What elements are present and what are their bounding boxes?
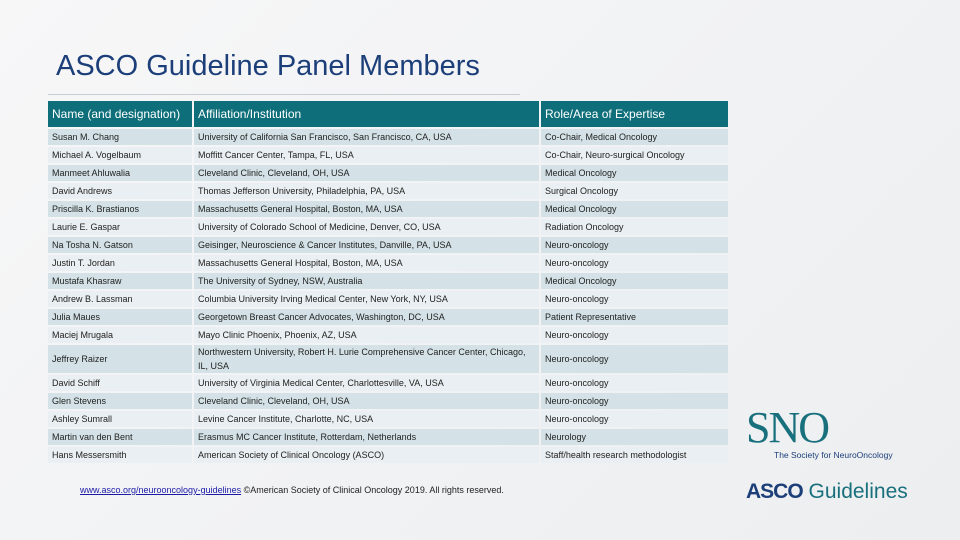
table-row: [48, 183, 728, 199]
table-row: [48, 291, 728, 307]
member-role: Medical Oncology: [541, 201, 728, 217]
page-title: ASCO Guideline Panel Members: [56, 50, 480, 82]
table-row: [48, 219, 728, 235]
member-affiliation: Moffitt Cancer Center, Tampa, FL, USA: [194, 147, 539, 163]
member-name: David Schiff: [48, 375, 192, 391]
member-affiliation: Levine Cancer Institute, Charlotte, NC, USA: [194, 411, 539, 427]
member-role: Medical Oncology: [541, 165, 728, 181]
guidelines-link[interactable]: www.asco.org/neurooncology-guidelines: [80, 485, 242, 495]
table-row: [48, 429, 728, 445]
member-affiliation: University of Virginia Medical Center, Charlottesville, VA, USA: [194, 375, 539, 391]
table-row: [48, 165, 728, 181]
table-row: [48, 447, 728, 463]
member-affiliation: Mayo Clinic Phoenix, Phoenix, AZ, USA: [194, 327, 539, 343]
table-row: [48, 309, 728, 325]
member-role: Co-Chair, Neuro-surgical Oncology: [541, 147, 728, 163]
member-name: Susan M. Chang: [48, 129, 192, 145]
member-affiliation: Massachusetts General Hospital, Boston, MA, USA: [194, 255, 539, 271]
member-role: Patient Representative: [541, 309, 728, 325]
member-name: Laurie E. Gaspar: [48, 219, 192, 235]
member-role: Neuro-oncology: [541, 345, 728, 373]
member-affiliation: The University of Sydney, NSW, Australia: [194, 273, 539, 289]
header-role: Role/Area of Expertise: [541, 101, 728, 127]
member-affiliation: Cleveland Clinic, Cleveland, OH, USA: [194, 393, 539, 409]
asco-guidelines-logo: [746, 480, 908, 504]
table-row: [48, 345, 728, 373]
member-affiliation: University of Colorado School of Medicine, Denver, CO, USA: [194, 219, 539, 235]
member-name: David Andrews: [48, 183, 192, 199]
guidelines-word: Guidelines: [802, 480, 908, 503]
member-affiliation: Columbia University Irving Medical Center, New York, NY, USA: [194, 291, 539, 307]
member-name: Ashley Sumrall: [48, 411, 192, 427]
member-role: Neuro-oncology: [541, 411, 728, 427]
member-affiliation: Massachusetts General Hospital, Boston, MA, USA: [194, 201, 539, 217]
footer: [80, 485, 504, 495]
table-row: [48, 411, 728, 427]
member-role: Surgical Oncology: [541, 183, 728, 199]
table-row: [48, 129, 728, 145]
member-affiliation: Geisinger, Neuroscience & Cancer Institutes, Danville, PA, USA: [194, 237, 539, 253]
table-row: [48, 147, 728, 163]
member-name: Glen Stevens: [48, 393, 192, 409]
member-name: Andrew B. Lassman: [48, 291, 192, 307]
member-role: Neuro-oncology: [541, 393, 728, 409]
member-name: Maciej Mrugala: [48, 327, 192, 343]
member-name: Julia Maues: [48, 309, 192, 325]
member-name: Justin T. Jordan: [48, 255, 192, 271]
member-affiliation: Thomas Jefferson University, Philadelphia, PA, USA: [194, 183, 539, 199]
member-role: Neuro-oncology: [541, 237, 728, 253]
member-name: Martin van den Bent: [48, 429, 192, 445]
member-affiliation: American Society of Clinical Oncology (ASCO): [194, 447, 539, 463]
member-affiliation: Erasmus MC Cancer Institute, Rotterdam, Netherlands: [194, 429, 539, 445]
header-name: Name (and designation): [48, 101, 192, 127]
panel-members-table: [46, 99, 730, 465]
table-row: [48, 201, 728, 217]
header-affiliation: Affiliation/Institution: [194, 101, 539, 127]
table-row: [48, 393, 728, 409]
asco-mark: ASCO: [746, 480, 803, 503]
member-role: Neuro-oncology: [541, 291, 728, 307]
member-affiliation: Georgetown Breast Cancer Advocates, Washington, DC, USA: [194, 309, 539, 325]
member-role: Staff/health research methodologist: [541, 447, 728, 463]
title-divider: [48, 94, 520, 95]
member-affiliation: Northwestern University, Robert H. Lurie Comprehensive Cancer Center, Chicago, IL, USA: [194, 345, 539, 373]
member-name: Priscilla K. Brastianos: [48, 201, 192, 217]
member-affiliation: Cleveland Clinic, Cleveland, OH, USA: [194, 165, 539, 181]
member-role: Neurology: [541, 429, 728, 445]
member-name: Na Tosha N. Gatson: [48, 237, 192, 253]
table-row: [48, 273, 728, 289]
copyright-text: ©American Society of Clinical Oncology 2019. All rights reserved.: [241, 485, 504, 495]
table-row: [48, 327, 728, 343]
member-name: Jeffrey Raizer: [48, 345, 192, 373]
member-affiliation: University of California San Francisco, San Francisco, CA, USA: [194, 129, 539, 145]
table-row: [48, 375, 728, 391]
sno-logo-mark: SNO: [746, 403, 829, 452]
sno-tagline: The Society for NeuroOncology: [774, 450, 893, 460]
member-name: Michael A. Vogelbaum: [48, 147, 192, 163]
member-name: Manmeet Ahluwalia: [48, 165, 192, 181]
member-name: Mustafa Khasraw: [48, 273, 192, 289]
member-role: Co-Chair, Medical Oncology: [541, 129, 728, 145]
member-role: Neuro-oncology: [541, 375, 728, 391]
member-role: Medical Oncology: [541, 273, 728, 289]
table-row: [48, 237, 728, 253]
table-row: [48, 255, 728, 271]
sno-logo: [746, 403, 893, 460]
member-role: Radiation Oncology: [541, 219, 728, 235]
member-name: Hans Messersmith: [48, 447, 192, 463]
member-role: Neuro-oncology: [541, 255, 728, 271]
member-role: Neuro-oncology: [541, 327, 728, 343]
